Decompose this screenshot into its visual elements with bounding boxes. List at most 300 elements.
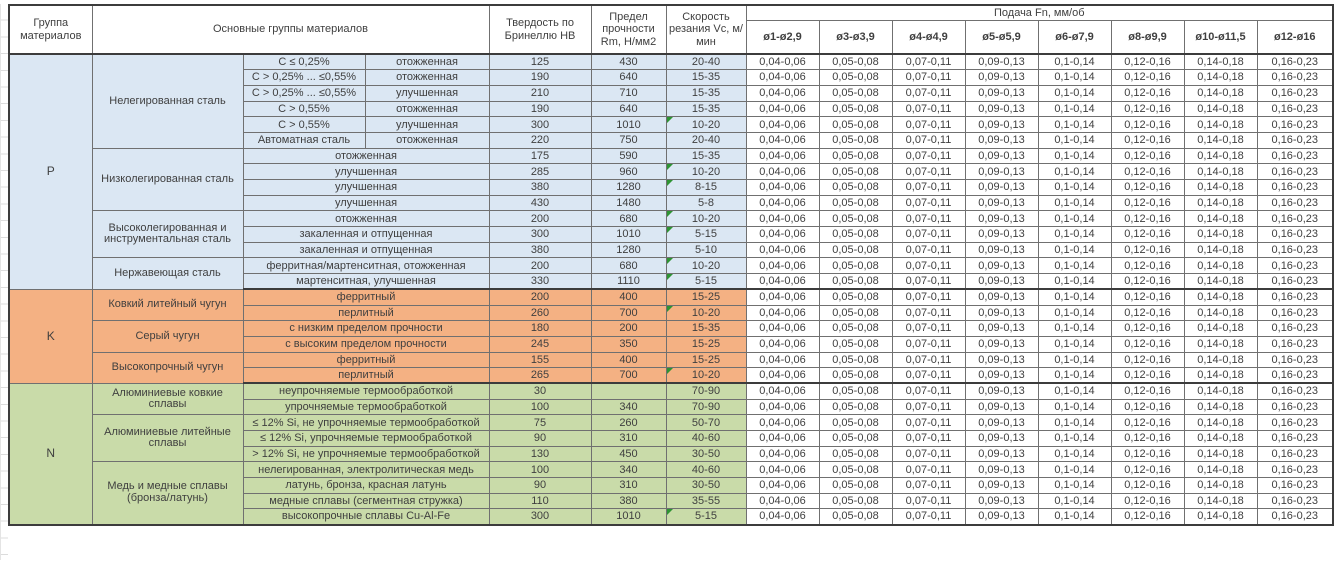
feed-cell[interactable]: 0,1-0,14 <box>1038 478 1111 494</box>
feed-cell[interactable]: 0,14-0,18 <box>1184 258 1257 274</box>
material-desc-cell[interactable]: ферритный <box>243 289 489 305</box>
feed-cell[interactable]: 0,09-0,13 <box>965 117 1038 133</box>
feed-cell[interactable]: 0,12-0,16 <box>1111 117 1184 133</box>
hardness-cell[interactable]: 75 <box>489 415 591 431</box>
feed-cell[interactable]: 0,05-0,08 <box>819 399 892 415</box>
feed-cell[interactable]: 0,12-0,16 <box>1111 227 1184 243</box>
feed-cell[interactable]: 0,09-0,13 <box>965 352 1038 368</box>
material-condition-cell[interactable]: улучшенная <box>365 85 489 101</box>
feed-cell[interactable]: 0,1-0,14 <box>1038 399 1111 415</box>
material-condition-cell[interactable]: отожженная <box>365 70 489 86</box>
feed-cell[interactable]: 0,1-0,14 <box>1038 368 1111 384</box>
feed-cell[interactable]: 0,05-0,08 <box>819 509 892 525</box>
feed-cell[interactable]: 0,1-0,14 <box>1038 274 1111 290</box>
speed-cell[interactable]: 8-15 <box>666 180 746 196</box>
speed-cell[interactable]: 35-55 <box>666 493 746 509</box>
feed-cell[interactable]: 0,05-0,08 <box>819 85 892 101</box>
material-subtype-cell[interactable]: C > 0,25% ... ≤0,55% <box>243 70 365 86</box>
feed-cell[interactable]: 0,12-0,16 <box>1111 132 1184 148</box>
material-desc-cell[interactable]: улучшенная <box>243 164 489 180</box>
feed-cell[interactable]: 0,14-0,18 <box>1184 195 1257 211</box>
feed-cell[interactable]: 0,04-0,06 <box>746 164 819 180</box>
feed-cell[interactable]: 0,16-0,23 <box>1257 336 1333 352</box>
feed-cell[interactable]: 0,07-0,11 <box>892 431 965 447</box>
feed-cell[interactable]: 0,07-0,11 <box>892 180 965 196</box>
feed-cell[interactable]: 0,09-0,13 <box>965 258 1038 274</box>
header-diameter-1[interactable]: ø3-ø3,9 <box>819 20 892 54</box>
feed-cell[interactable]: 0,09-0,13 <box>965 211 1038 227</box>
feed-cell[interactable]: 0,07-0,11 <box>892 164 965 180</box>
feed-cell[interactable]: 0,07-0,11 <box>892 242 965 258</box>
header-diameter-4[interactable]: ø6-ø7,9 <box>1038 20 1111 54</box>
strength-cell[interactable]: 340 <box>591 462 666 478</box>
strength-cell[interactable]: 400 <box>591 289 666 305</box>
hardness-cell[interactable]: 265 <box>489 368 591 384</box>
speed-cell[interactable]: 15-25 <box>666 336 746 352</box>
header-cutting-speed[interactable]: Скорость резания Vc, м/мин <box>666 5 746 54</box>
feed-cell[interactable]: 0,16-0,23 <box>1257 132 1333 148</box>
hardness-cell[interactable]: 430 <box>489 195 591 211</box>
material-subtype-cell[interactable]: C > 0,25% ... ≤0,55% <box>243 85 365 101</box>
feed-cell[interactable]: 0,07-0,11 <box>892 462 965 478</box>
feed-cell[interactable]: 0,04-0,06 <box>746 180 819 196</box>
feed-cell[interactable]: 0,14-0,18 <box>1184 352 1257 368</box>
hardness-cell[interactable]: 300 <box>489 117 591 133</box>
speed-cell[interactable]: 10-20 <box>666 258 746 274</box>
feed-cell[interactable]: 0,05-0,08 <box>819 258 892 274</box>
material-condition-cell[interactable]: отожженная <box>365 54 489 70</box>
feed-cell[interactable]: 0,1-0,14 <box>1038 195 1111 211</box>
feed-cell[interactable]: 0,09-0,13 <box>965 274 1038 290</box>
material-desc-cell[interactable]: ≤ 12% Si, упрочняемые термообработкой <box>243 431 489 447</box>
strength-cell[interactable]: 700 <box>591 368 666 384</box>
material-desc-cell[interactable]: мартенситная, улучшенная <box>243 274 489 290</box>
speed-cell[interactable]: 15-35 <box>666 85 746 101</box>
material-desc-cell[interactable]: закаленная и отпущенная <box>243 242 489 258</box>
feed-cell[interactable]: 0,1-0,14 <box>1038 431 1111 447</box>
feed-cell[interactable]: 0,14-0,18 <box>1184 462 1257 478</box>
feed-cell[interactable]: 0,04-0,06 <box>746 336 819 352</box>
feed-cell[interactable]: 0,16-0,23 <box>1257 368 1333 384</box>
feed-cell[interactable]: 0,05-0,08 <box>819 383 892 399</box>
material-desc-cell[interactable]: перлитный <box>243 368 489 384</box>
strength-cell[interactable]: 640 <box>591 70 666 86</box>
feed-cell[interactable]: 0,09-0,13 <box>965 321 1038 337</box>
feed-cell[interactable]: 0,07-0,11 <box>892 383 965 399</box>
feed-cell[interactable]: 0,07-0,11 <box>892 415 965 431</box>
feed-cell[interactable]: 0,05-0,08 <box>819 211 892 227</box>
feed-cell[interactable]: 0,05-0,08 <box>819 164 892 180</box>
hardness-cell[interactable]: 210 <box>489 85 591 101</box>
feed-cell[interactable]: 0,05-0,08 <box>819 321 892 337</box>
material-condition-cell[interactable]: отожженная <box>365 101 489 117</box>
family-cell[interactable]: Алюминиевые ковкие сплавы <box>92 383 243 414</box>
feed-cell[interactable]: 0,05-0,08 <box>819 431 892 447</box>
strength-cell[interactable]: 310 <box>591 431 666 447</box>
feed-cell[interactable]: 0,1-0,14 <box>1038 415 1111 431</box>
strength-cell[interactable]: 1480 <box>591 195 666 211</box>
hardness-cell[interactable]: 380 <box>489 242 591 258</box>
feed-cell[interactable]: 0,12-0,16 <box>1111 211 1184 227</box>
material-subtype-cell[interactable]: Автоматная сталь <box>243 132 365 148</box>
feed-cell[interactable]: 0,04-0,06 <box>746 509 819 525</box>
feed-cell[interactable]: 0,09-0,13 <box>965 54 1038 70</box>
feed-cell[interactable]: 0,12-0,16 <box>1111 509 1184 525</box>
feed-cell[interactable]: 0,05-0,08 <box>819 132 892 148</box>
feed-cell[interactable]: 0,12-0,16 <box>1111 70 1184 86</box>
feed-cell[interactable]: 0,16-0,23 <box>1257 446 1333 462</box>
feed-cell[interactable]: 0,1-0,14 <box>1038 509 1111 525</box>
speed-cell[interactable]: 15-35 <box>666 148 746 164</box>
feed-cell[interactable]: 0,12-0,16 <box>1111 462 1184 478</box>
feed-cell[interactable]: 0,04-0,06 <box>746 101 819 117</box>
feed-cell[interactable]: 0,05-0,08 <box>819 289 892 305</box>
feed-cell[interactable]: 0,12-0,16 <box>1111 399 1184 415</box>
feed-cell[interactable]: 0,14-0,18 <box>1184 132 1257 148</box>
hardness-cell[interactable]: 90 <box>489 478 591 494</box>
feed-cell[interactable]: 0,05-0,08 <box>819 305 892 321</box>
feed-cell[interactable]: 0,04-0,06 <box>746 478 819 494</box>
feed-cell[interactable]: 0,16-0,23 <box>1257 227 1333 243</box>
speed-cell[interactable]: 40-60 <box>666 462 746 478</box>
material-desc-cell[interactable]: > 12% Si, не упрочняемые термообработкой <box>243 446 489 462</box>
feed-cell[interactable]: 0,14-0,18 <box>1184 211 1257 227</box>
feed-cell[interactable]: 0,05-0,08 <box>819 415 892 431</box>
feed-cell[interactable]: 0,16-0,23 <box>1257 305 1333 321</box>
feed-cell[interactable]: 0,12-0,16 <box>1111 195 1184 211</box>
feed-cell[interactable]: 0,07-0,11 <box>892 305 965 321</box>
hardness-cell[interactable]: 330 <box>489 274 591 290</box>
speed-cell[interactable]: 15-25 <box>666 352 746 368</box>
feed-cell[interactable]: 0,12-0,16 <box>1111 258 1184 274</box>
material-subtype-cell[interactable]: C > 0,55% <box>243 101 365 117</box>
feed-cell[interactable]: 0,07-0,11 <box>892 54 965 70</box>
feed-cell[interactable]: 0,1-0,14 <box>1038 211 1111 227</box>
hardness-cell[interactable]: 300 <box>489 227 591 243</box>
feed-cell[interactable]: 0,12-0,16 <box>1111 180 1184 196</box>
feed-cell[interactable]: 0,14-0,18 <box>1184 54 1257 70</box>
feed-cell[interactable]: 0,1-0,14 <box>1038 383 1111 399</box>
feed-cell[interactable]: 0,09-0,13 <box>965 336 1038 352</box>
speed-cell[interactable]: 10-20 <box>666 211 746 227</box>
hardness-cell[interactable]: 155 <box>489 352 591 368</box>
feed-cell[interactable]: 0,16-0,23 <box>1257 211 1333 227</box>
feed-cell[interactable]: 0,07-0,11 <box>892 70 965 86</box>
feed-cell[interactable]: 0,1-0,14 <box>1038 180 1111 196</box>
hardness-cell[interactable]: 285 <box>489 164 591 180</box>
feed-cell[interactable]: 0,04-0,06 <box>746 399 819 415</box>
feed-cell[interactable]: 0,09-0,13 <box>965 431 1038 447</box>
feed-cell[interactable]: 0,16-0,23 <box>1257 415 1333 431</box>
strength-cell[interactable] <box>591 383 666 399</box>
feed-cell[interactable]: 0,16-0,23 <box>1257 195 1333 211</box>
speed-cell[interactable]: 20-40 <box>666 54 746 70</box>
hardness-cell[interactable]: 100 <box>489 399 591 415</box>
feed-cell[interactable]: 0,1-0,14 <box>1038 132 1111 148</box>
speed-cell[interactable]: 10-20 <box>666 117 746 133</box>
feed-cell[interactable]: 0,1-0,14 <box>1038 117 1111 133</box>
hardness-cell[interactable]: 180 <box>489 321 591 337</box>
feed-cell[interactable]: 0,12-0,16 <box>1111 368 1184 384</box>
header-diameter-0[interactable]: ø1-ø2,9 <box>746 20 819 54</box>
feed-cell[interactable]: 0,14-0,18 <box>1184 478 1257 494</box>
feed-cell[interactable]: 0,12-0,16 <box>1111 352 1184 368</box>
hardness-cell[interactable]: 175 <box>489 148 591 164</box>
feed-cell[interactable]: 0,1-0,14 <box>1038 227 1111 243</box>
strength-cell[interactable]: 430 <box>591 54 666 70</box>
material-subtype-cell[interactable]: C > 0,55% <box>243 117 365 133</box>
material-desc-cell[interactable]: отожженная <box>243 211 489 227</box>
feed-cell[interactable]: 0,16-0,23 <box>1257 431 1333 447</box>
feed-cell[interactable]: 0,1-0,14 <box>1038 242 1111 258</box>
feed-cell[interactable]: 0,1-0,14 <box>1038 70 1111 86</box>
feed-cell[interactable]: 0,14-0,18 <box>1184 148 1257 164</box>
feed-cell[interactable]: 0,16-0,23 <box>1257 352 1333 368</box>
feed-cell[interactable]: 0,16-0,23 <box>1257 383 1333 399</box>
material-condition-cell[interactable]: отожженная <box>365 132 489 148</box>
feed-cell[interactable]: 0,1-0,14 <box>1038 258 1111 274</box>
feed-cell[interactable]: 0,04-0,06 <box>746 274 819 290</box>
feed-cell[interactable]: 0,14-0,18 <box>1184 431 1257 447</box>
speed-cell[interactable]: 70-90 <box>666 383 746 399</box>
feed-cell[interactable]: 0,05-0,08 <box>819 274 892 290</box>
strength-cell[interactable]: 1010 <box>591 227 666 243</box>
feed-cell[interactable]: 0,09-0,13 <box>965 415 1038 431</box>
feed-cell[interactable]: 0,07-0,11 <box>892 195 965 211</box>
feed-cell[interactable]: 0,16-0,23 <box>1257 399 1333 415</box>
feed-cell[interactable]: 0,09-0,13 <box>965 289 1038 305</box>
feed-cell[interactable]: 0,04-0,06 <box>746 368 819 384</box>
material-desc-cell[interactable]: ферритная/мартенситная, отожженная <box>243 258 489 274</box>
feed-cell[interactable]: 0,05-0,08 <box>819 478 892 494</box>
strength-cell[interactable]: 1010 <box>591 509 666 525</box>
feed-cell[interactable]: 0,09-0,13 <box>965 462 1038 478</box>
speed-cell[interactable]: 30-50 <box>666 478 746 494</box>
feed-cell[interactable]: 0,16-0,23 <box>1257 462 1333 478</box>
family-cell[interactable]: Алюминиевые литейные сплавы <box>92 415 243 462</box>
feed-cell[interactable]: 0,16-0,23 <box>1257 493 1333 509</box>
hardness-cell[interactable]: 300 <box>489 509 591 525</box>
feed-cell[interactable]: 0,16-0,23 <box>1257 101 1333 117</box>
feed-cell[interactable]: 0,04-0,06 <box>746 117 819 133</box>
feed-cell[interactable]: 0,09-0,13 <box>965 148 1038 164</box>
feed-cell[interactable]: 0,12-0,16 <box>1111 164 1184 180</box>
feed-cell[interactable]: 0,14-0,18 <box>1184 85 1257 101</box>
feed-cell[interactable]: 0,09-0,13 <box>965 227 1038 243</box>
strength-cell[interactable]: 400 <box>591 352 666 368</box>
speed-cell[interactable]: 70-90 <box>666 399 746 415</box>
feed-cell[interactable]: 0,07-0,11 <box>892 132 965 148</box>
feed-cell[interactable]: 0,16-0,23 <box>1257 258 1333 274</box>
feed-cell[interactable]: 0,14-0,18 <box>1184 446 1257 462</box>
feed-cell[interactable]: 0,14-0,18 <box>1184 493 1257 509</box>
speed-cell[interactable]: 10-20 <box>666 368 746 384</box>
speed-cell[interactable]: 10-20 <box>666 164 746 180</box>
feed-cell[interactable]: 0,09-0,13 <box>965 446 1038 462</box>
feed-cell[interactable]: 0,16-0,23 <box>1257 289 1333 305</box>
feed-cell[interactable]: 0,05-0,08 <box>819 54 892 70</box>
hardness-cell[interactable]: 200 <box>489 211 591 227</box>
feed-cell[interactable]: 0,09-0,13 <box>965 70 1038 86</box>
feed-cell[interactable]: 0,09-0,13 <box>965 180 1038 196</box>
feed-cell[interactable]: 0,12-0,16 <box>1111 431 1184 447</box>
feed-cell[interactable]: 0,1-0,14 <box>1038 352 1111 368</box>
strength-cell[interactable]: 640 <box>591 101 666 117</box>
feed-cell[interactable]: 0,1-0,14 <box>1038 336 1111 352</box>
feed-cell[interactable]: 0,14-0,18 <box>1184 242 1257 258</box>
family-cell[interactable]: Серый чугун <box>92 321 243 352</box>
feed-cell[interactable]: 0,09-0,13 <box>965 509 1038 525</box>
feed-cell[interactable]: 0,16-0,23 <box>1257 70 1333 86</box>
feed-cell[interactable]: 0,07-0,11 <box>892 446 965 462</box>
hardness-cell[interactable]: 100 <box>489 462 591 478</box>
feed-cell[interactable]: 0,07-0,11 <box>892 211 965 227</box>
feed-cell[interactable]: 0,12-0,16 <box>1111 446 1184 462</box>
speed-cell[interactable]: 5-10 <box>666 242 746 258</box>
hardness-cell[interactable]: 30 <box>489 383 591 399</box>
speed-cell[interactable]: 40-60 <box>666 431 746 447</box>
feed-cell[interactable]: 0,1-0,14 <box>1038 321 1111 337</box>
feed-cell[interactable]: 0,05-0,08 <box>819 368 892 384</box>
strength-cell[interactable]: 700 <box>591 305 666 321</box>
material-desc-cell[interactable]: с низким пределом прочности <box>243 321 489 337</box>
family-cell[interactable]: Высоколегированная и инструментальная сталь <box>92 211 243 258</box>
feed-cell[interactable]: 0,04-0,06 <box>746 148 819 164</box>
feed-cell[interactable]: 0,07-0,11 <box>892 101 965 117</box>
feed-cell[interactable]: 0,07-0,11 <box>892 336 965 352</box>
header-diameter-5[interactable]: ø8-ø9,9 <box>1111 20 1184 54</box>
material-desc-cell[interactable]: латунь, бронза, красная латунь <box>243 478 489 494</box>
group-cell-K[interactable]: K <box>9 289 92 383</box>
header-diameter-6[interactable]: ø10-ø11,5 <box>1184 20 1257 54</box>
feed-cell[interactable]: 0,12-0,16 <box>1111 242 1184 258</box>
feed-cell[interactable]: 0,07-0,11 <box>892 117 965 133</box>
material-desc-cell[interactable]: улучшенная <box>243 180 489 196</box>
hardness-cell[interactable]: 125 <box>489 54 591 70</box>
feed-cell[interactable]: 0,14-0,18 <box>1184 305 1257 321</box>
feed-cell[interactable]: 0,04-0,06 <box>746 462 819 478</box>
feed-cell[interactable]: 0,05-0,08 <box>819 195 892 211</box>
family-cell[interactable]: Нержавеющая сталь <box>92 258 243 289</box>
feed-cell[interactable]: 0,14-0,18 <box>1184 368 1257 384</box>
feed-cell[interactable]: 0,1-0,14 <box>1038 446 1111 462</box>
feed-cell[interactable]: 0,14-0,18 <box>1184 415 1257 431</box>
strength-cell[interactable]: 680 <box>591 211 666 227</box>
feed-cell[interactable]: 0,07-0,11 <box>892 289 965 305</box>
hardness-cell[interactable]: 200 <box>489 258 591 274</box>
family-cell[interactable]: Ковкий литейный чугун <box>92 289 243 320</box>
feed-cell[interactable]: 0,05-0,08 <box>819 117 892 133</box>
strength-cell[interactable]: 380 <box>591 493 666 509</box>
feed-cell[interactable]: 0,1-0,14 <box>1038 164 1111 180</box>
feed-cell[interactable]: 0,12-0,16 <box>1111 493 1184 509</box>
family-cell[interactable]: Высокопрочный чугун <box>92 352 243 383</box>
speed-cell[interactable]: 5-15 <box>666 509 746 525</box>
feed-cell[interactable]: 0,04-0,06 <box>746 70 819 86</box>
feed-cell[interactable]: 0,09-0,13 <box>965 85 1038 101</box>
feed-cell[interactable]: 0,16-0,23 <box>1257 242 1333 258</box>
feed-cell[interactable]: 0,04-0,06 <box>746 305 819 321</box>
feed-cell[interactable]: 0,16-0,23 <box>1257 509 1333 525</box>
hardness-cell[interactable]: 245 <box>489 336 591 352</box>
feed-cell[interactable]: 0,14-0,18 <box>1184 399 1257 415</box>
feed-cell[interactable]: 0,04-0,06 <box>746 431 819 447</box>
speed-cell[interactable]: 5-15 <box>666 227 746 243</box>
feed-cell[interactable]: 0,07-0,11 <box>892 85 965 101</box>
feed-cell[interactable]: 0,14-0,18 <box>1184 164 1257 180</box>
feed-cell[interactable]: 0,16-0,23 <box>1257 274 1333 290</box>
feed-cell[interactable]: 0,12-0,16 <box>1111 274 1184 290</box>
feed-cell[interactable]: 0,05-0,08 <box>819 148 892 164</box>
feed-cell[interactable]: 0,07-0,11 <box>892 399 965 415</box>
family-cell[interactable]: Медь и медные сплавы (бронза/латунь) <box>92 462 243 525</box>
feed-cell[interactable]: 0,09-0,13 <box>965 383 1038 399</box>
header-diameter-7[interactable]: ø12-ø16 <box>1257 20 1333 54</box>
strength-cell[interactable]: 310 <box>591 478 666 494</box>
material-desc-cell[interactable]: отожженная <box>243 148 489 164</box>
feed-cell[interactable]: 0,09-0,13 <box>965 101 1038 117</box>
material-condition-cell[interactable]: улучшенная <box>365 117 489 133</box>
hardness-cell[interactable]: 380 <box>489 180 591 196</box>
feed-cell[interactable]: 0,14-0,18 <box>1184 70 1257 86</box>
hardness-cell[interactable]: 130 <box>489 446 591 462</box>
feed-cell[interactable]: 0,04-0,06 <box>746 54 819 70</box>
feed-cell[interactable]: 0,04-0,06 <box>746 242 819 258</box>
speed-cell[interactable]: 50-70 <box>666 415 746 431</box>
feed-cell[interactable]: 0,16-0,23 <box>1257 117 1333 133</box>
group-cell-N[interactable]: N <box>9 383 92 524</box>
strength-cell[interactable]: 960 <box>591 164 666 180</box>
feed-cell[interactable]: 0,12-0,16 <box>1111 85 1184 101</box>
feed-cell[interactable]: 0,05-0,08 <box>819 336 892 352</box>
feed-cell[interactable]: 0,04-0,06 <box>746 321 819 337</box>
strength-cell[interactable]: 200 <box>591 321 666 337</box>
feed-cell[interactable]: 0,14-0,18 <box>1184 117 1257 133</box>
feed-cell[interactable]: 0,07-0,11 <box>892 478 965 494</box>
feed-cell[interactable]: 0,05-0,08 <box>819 180 892 196</box>
feed-cell[interactable]: 0,09-0,13 <box>965 195 1038 211</box>
feed-cell[interactable]: 0,12-0,16 <box>1111 478 1184 494</box>
speed-cell[interactable]: 15-35 <box>666 70 746 86</box>
material-desc-cell[interactable]: неупрочняемые термообработкой <box>243 383 489 399</box>
speed-cell[interactable]: 5-15 <box>666 274 746 290</box>
hardness-cell[interactable]: 200 <box>489 289 591 305</box>
material-desc-cell[interactable]: нелегированная, электролитическая медь <box>243 462 489 478</box>
feed-cell[interactable]: 0,05-0,08 <box>819 446 892 462</box>
feed-cell[interactable]: 0,04-0,06 <box>746 446 819 462</box>
feed-cell[interactable]: 0,14-0,18 <box>1184 101 1257 117</box>
material-desc-cell[interactable]: высокопрочные сплавы Cu-Al-Fe <box>243 509 489 525</box>
feed-cell[interactable]: 0,05-0,08 <box>819 352 892 368</box>
material-desc-cell[interactable]: с высоким пределом прочности <box>243 336 489 352</box>
strength-cell[interactable]: 450 <box>591 446 666 462</box>
feed-cell[interactable]: 0,12-0,16 <box>1111 101 1184 117</box>
feed-cell[interactable]: 0,04-0,06 <box>746 415 819 431</box>
feed-cell[interactable]: 0,09-0,13 <box>965 493 1038 509</box>
feed-cell[interactable]: 0,16-0,23 <box>1257 164 1333 180</box>
feed-cell[interactable]: 0,07-0,11 <box>892 274 965 290</box>
feed-cell[interactable]: 0,14-0,18 <box>1184 383 1257 399</box>
feed-cell[interactable]: 0,09-0,13 <box>965 132 1038 148</box>
hardness-cell[interactable]: 90 <box>489 431 591 447</box>
feed-cell[interactable]: 0,12-0,16 <box>1111 415 1184 431</box>
feed-cell[interactable]: 0,12-0,16 <box>1111 383 1184 399</box>
hardness-cell[interactable]: 110 <box>489 493 591 509</box>
feed-cell[interactable]: 0,07-0,11 <box>892 352 965 368</box>
feed-cell[interactable]: 0,07-0,11 <box>892 148 965 164</box>
feed-cell[interactable]: 0,12-0,16 <box>1111 321 1184 337</box>
family-cell[interactable]: Нелегированная сталь <box>92 54 243 148</box>
